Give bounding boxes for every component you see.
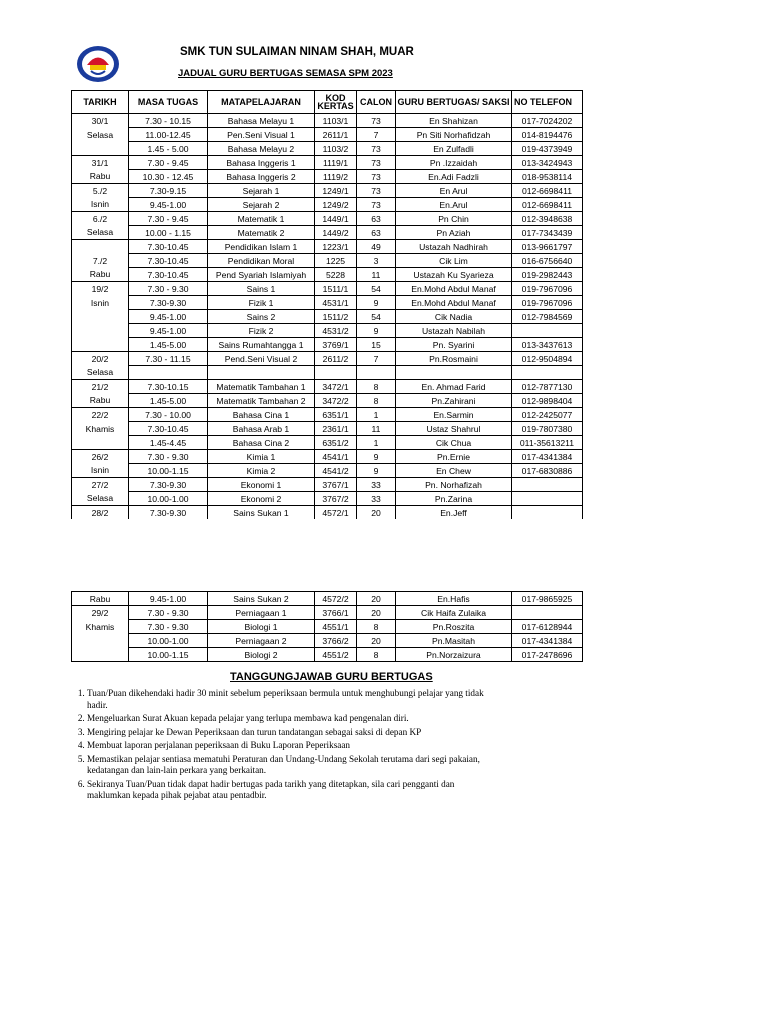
cell-masa: 10.00-1.15 (129, 648, 208, 662)
cell-masa: 11.00-12.45 (129, 128, 208, 142)
cell-tarikh: 19/2 (72, 282, 129, 296)
cell-matapelajaran: Sains 2 (208, 310, 315, 324)
cell-kod: 3472/2 (315, 394, 357, 408)
cell-masa: 7.30 - 11.15 (129, 352, 208, 366)
cell-matapelajaran: Bahasa Cina 2 (208, 436, 315, 450)
cell-guru: En Zulfadli (396, 142, 512, 156)
cell-guru: En.Sarmin (396, 408, 512, 422)
cell-guru: Pn Siti Norhafidzah (396, 128, 512, 142)
cell-guru: Pn.Ernie (396, 450, 512, 464)
table-row (72, 296, 583, 310)
table-row (72, 352, 583, 366)
cell-telefon: 012-9898404 (512, 394, 583, 408)
cell-calon: 20 (357, 592, 396, 606)
cell-kod: 4572/1 (315, 506, 357, 520)
cell-telefon: 012-6698411 (512, 198, 583, 212)
cell-matapelajaran: Bahasa Arab 1 (208, 422, 315, 436)
cell-calon: 11 (357, 422, 396, 436)
cell-tarikh: Rabu (72, 170, 129, 184)
cell-telefon: 012-7984569 (512, 310, 583, 324)
cell-tarikh: Khamis (72, 620, 129, 634)
cell-telefon: 017-9865925 (512, 592, 583, 606)
cell-guru: En.Mohd Abdul Manaf (396, 282, 512, 296)
table-row (72, 156, 583, 170)
table-row (72, 634, 583, 648)
cell-calon: 7 (357, 352, 396, 366)
cell-matapelajaran: Bahasa Cina 1 (208, 408, 315, 422)
cell-kod: 1103/2 (315, 142, 357, 156)
cell-guru: Pn.Norzaizura (396, 648, 512, 662)
cell-calon: 8 (357, 380, 396, 394)
cell-kod: 6351/2 (315, 436, 357, 450)
cell-calon: 9 (357, 464, 396, 478)
cell-guru: Ustazah Nadhirah (396, 240, 512, 254)
cell-calon: 20 (357, 606, 396, 620)
cell-guru: En Shahizan (396, 114, 512, 128)
cell-masa: 9.45-1.00 (129, 198, 208, 212)
cell-kod: 4541/2 (315, 464, 357, 478)
cell-telefon: 013-3424943 (512, 156, 583, 170)
cell-tarikh: Khamis (72, 422, 129, 436)
cell-calon: 73 (357, 184, 396, 198)
cell-calon: 73 (357, 170, 396, 184)
cell-guru (396, 366, 512, 380)
cell-masa: 7.30-10.15 (129, 380, 208, 394)
cell-matapelajaran: Pend Syariah Islamiyah (208, 268, 315, 282)
cell-guru: En Arul (396, 184, 512, 198)
cell-matapelajaran: Sains Rumahtangga 1 (208, 338, 315, 352)
cell-guru: Pn Aziah (396, 226, 512, 240)
duties-title: TANGGUNGJAWAB GURU BERTUGAS (230, 671, 433, 683)
cell-telefon: 014-8194476 (512, 128, 583, 142)
cell-kod: 1119/2 (315, 170, 357, 184)
cell-matapelajaran: Pen.Seni Visual 1 (208, 128, 315, 142)
cell-guru: Cik Nadia (396, 310, 512, 324)
cell-tarikh (72, 142, 129, 156)
cell-guru: Cik Haifa Zulaika (396, 606, 512, 620)
cell-tarikh: 21/2 (72, 380, 129, 394)
cell-kod: 6351/1 (315, 408, 357, 422)
column-header-masa: MASA TUGAS (129, 91, 208, 114)
cell-guru: Pn. Norhafizah (396, 478, 512, 492)
cell-telefon: 017-7343439 (512, 226, 583, 240)
schedule-table-continued (71, 591, 583, 662)
table-row (72, 254, 583, 268)
cell-calon: 7 (357, 128, 396, 142)
cell-tarikh: Isnin (72, 296, 129, 310)
cell-kod: 4551/1 (315, 620, 357, 634)
cell-masa: 10.00-1.00 (129, 492, 208, 506)
cell-tarikh: Selasa (72, 366, 129, 380)
cell-kod: 1225 (315, 254, 357, 268)
table-row (72, 170, 583, 184)
cell-tarikh: 27/2 (72, 478, 129, 492)
cell-calon: 15 (357, 338, 396, 352)
cell-tarikh: 7./2 (72, 254, 129, 268)
table-row (72, 184, 583, 198)
cell-calon: 9 (357, 296, 396, 310)
cell-tarikh: Isnin (72, 464, 129, 478)
table-row (72, 394, 583, 408)
cell-telefon: 017-2478696 (512, 648, 583, 662)
cell-masa: 9.45-1.00 (129, 310, 208, 324)
cell-matapelajaran: Pend.Seni Visual 2 (208, 352, 315, 366)
column-header-guru: GURU BERTUGAS/ SAKSI (396, 91, 512, 114)
cell-masa: 7.30-9.30 (129, 478, 208, 492)
table-row (72, 240, 583, 254)
cell-matapelajaran: Fizik 1 (208, 296, 315, 310)
cell-kod: 1449/2 (315, 226, 357, 240)
cell-telefon: 019-2982443 (512, 268, 583, 282)
cell-kod: 2611/1 (315, 128, 357, 142)
table-row (72, 408, 583, 422)
table-row (72, 226, 583, 240)
cell-guru: Pn. Syarini (396, 338, 512, 352)
table-row (72, 506, 583, 520)
cell-calon (357, 366, 396, 380)
cell-telefon: 019-7967096 (512, 296, 583, 310)
cell-matapelajaran: Fizik 2 (208, 324, 315, 338)
cell-tarikh: Rabu (72, 592, 129, 606)
cell-calon: 73 (357, 156, 396, 170)
cell-kod: 3472/1 (315, 380, 357, 394)
cell-kod: 4551/2 (315, 648, 357, 662)
cell-kod: 1449/1 (315, 212, 357, 226)
cell-tarikh (72, 338, 129, 352)
cell-calon: 1 (357, 408, 396, 422)
cell-telefon: 018-9538114 (512, 170, 583, 184)
cell-matapelajaran: Sejarah 2 (208, 198, 315, 212)
cell-matapelajaran: Ekonomi 1 (208, 478, 315, 492)
table-row (72, 212, 583, 226)
cell-telefon (512, 492, 583, 506)
cell-telefon: 012-2425077 (512, 408, 583, 422)
cell-masa: 7.30-10.45 (129, 254, 208, 268)
cell-guru: En.Arul (396, 198, 512, 212)
cell-masa: 7.30 - 9.45 (129, 212, 208, 226)
cell-tarikh: 6./2 (72, 212, 129, 226)
cell-tarikh (72, 634, 129, 648)
cell-guru: Pn.Zarina (396, 492, 512, 506)
table-row (72, 282, 583, 296)
duty-item: 5. Memastikan pelajar sentiasa mematuhi Peraturan dan Undang-Undang Sekolah terutama dari segi pakaian, kedatangan dan lain-lain perkara yang berkaitan. (87, 754, 487, 777)
cell-telefon: 017-7024202 (512, 114, 583, 128)
cell-guru: Pn.Masitah (396, 634, 512, 648)
cell-telefon: 019-4373949 (512, 142, 583, 156)
cell-masa: 1.45-5.00 (129, 338, 208, 352)
cell-guru: Pn Chin (396, 212, 512, 226)
cell-matapelajaran: Pendidikan Islam 1 (208, 240, 315, 254)
duty-item: 3. Mengiring pelajar ke Dewan Peperiksaan dan turun tandatangan sebagai saksi di depan KP (87, 727, 487, 739)
cell-calon: 33 (357, 492, 396, 506)
cell-calon: 54 (357, 282, 396, 296)
schedule-table (71, 90, 583, 519)
cell-telefon: 013-3437613 (512, 338, 583, 352)
cell-matapelajaran: Sains 1 (208, 282, 315, 296)
table-row (72, 450, 583, 464)
cell-calon: 63 (357, 212, 396, 226)
cell-kod: 4531/2 (315, 324, 357, 338)
school-logo (75, 44, 121, 84)
cell-matapelajaran: Biologi 1 (208, 620, 315, 634)
cell-guru: En.Jeff (396, 506, 512, 520)
cell-matapelajaran: Kimia 1 (208, 450, 315, 464)
cell-guru: Ustazah Nabilah (396, 324, 512, 338)
cell-guru: Cik Chua (396, 436, 512, 450)
cell-tarikh: Rabu (72, 268, 129, 282)
cell-masa: 7.30-10.45 (129, 268, 208, 282)
cell-telefon: 016-6756640 (512, 254, 583, 268)
cell-calon: 8 (357, 648, 396, 662)
duty-item: 4. Membuat laporan perjalanan peperiksaan di Buku Laporan Peperiksaan (87, 740, 487, 752)
cell-masa: 1.45 - 5.00 (129, 142, 208, 156)
table-row (72, 268, 583, 282)
table-row (72, 606, 583, 620)
cell-guru: En.Hafis (396, 592, 512, 606)
table-row (72, 128, 583, 142)
cell-masa: 9.45-1.00 (129, 592, 208, 606)
cell-tarikh (72, 436, 129, 450)
cell-guru: Ustazah Ku Syarieza (396, 268, 512, 282)
cell-tarikh: 5./2 (72, 184, 129, 198)
cell-kod: 1511/2 (315, 310, 357, 324)
cell-masa: 7.30 - 10.15 (129, 114, 208, 128)
table-row (72, 338, 583, 352)
cell-kod: 4572/2 (315, 592, 357, 606)
cell-telefon (512, 478, 583, 492)
cell-matapelajaran: Matematik Tambahan 1 (208, 380, 315, 394)
cell-masa: 10.30 - 12.45 (129, 170, 208, 184)
cell-kod: 3766/2 (315, 634, 357, 648)
cell-kod: 1249/1 (315, 184, 357, 198)
cell-tarikh (72, 648, 129, 662)
cell-masa: 7.30 - 9.30 (129, 450, 208, 464)
cell-kod: 5228 (315, 268, 357, 282)
cell-guru: Ustaz Shahrul (396, 422, 512, 436)
cell-telefon (512, 324, 583, 338)
duty-item: 6. Sekiranya Tuan/Puan tidak dapat hadir bertugas pada tarikh yang ditetapkan, sila cari pengganti dan maklumkan kepada pihak pejabat atau pentadbir. (87, 779, 487, 802)
column-header-calon: CALON (357, 91, 396, 114)
cell-calon: 33 (357, 478, 396, 492)
column-header-telefon: NO TELEFON (512, 91, 583, 114)
cell-tarikh: Rabu (72, 394, 129, 408)
cell-matapelajaran: Bahasa Melayu 1 (208, 114, 315, 128)
cell-telefon: 012-3948638 (512, 212, 583, 226)
cell-tarikh: Isnin (72, 198, 129, 212)
cell-calon: 54 (357, 310, 396, 324)
table-row (72, 464, 583, 478)
table-row (72, 422, 583, 436)
cell-calon: 3 (357, 254, 396, 268)
table-row (72, 380, 583, 394)
cell-masa: 10.00 - 1.15 (129, 226, 208, 240)
cell-calon: 73 (357, 114, 396, 128)
cell-kod: 1119/1 (315, 156, 357, 170)
cell-matapelajaran: Perniagaan 1 (208, 606, 315, 620)
cell-tarikh: Selasa (72, 128, 129, 142)
cell-kod: 2361/1 (315, 422, 357, 436)
cell-masa (129, 366, 208, 380)
cell-masa: 7.30-9.30 (129, 296, 208, 310)
cell-matapelajaran: Bahasa Inggeris 1 (208, 156, 315, 170)
table-row (72, 436, 583, 450)
cell-telefon: 011-35613211 (512, 436, 583, 450)
cell-kod: 4531/1 (315, 296, 357, 310)
cell-masa: 7.30 - 10.00 (129, 408, 208, 422)
cell-telefon: 017-6128944 (512, 620, 583, 634)
cell-matapelajaran: Sains Sukan 2 (208, 592, 315, 606)
cell-calon: 1 (357, 436, 396, 450)
cell-guru: En Chew (396, 464, 512, 478)
table-row (72, 620, 583, 634)
cell-kod: 3767/1 (315, 478, 357, 492)
cell-matapelajaran: Bahasa Melayu 2 (208, 142, 315, 156)
cell-guru: En.Mohd Abdul Manaf (396, 296, 512, 310)
table-row (72, 310, 583, 324)
cell-calon: 9 (357, 324, 396, 338)
cell-telefon: 017-6830886 (512, 464, 583, 478)
cell-matapelajaran: Ekonomi 2 (208, 492, 315, 506)
cell-masa: 7.30-9.15 (129, 184, 208, 198)
table-row (72, 366, 583, 380)
table-row (72, 324, 583, 338)
cell-masa: 1.45-5.00 (129, 394, 208, 408)
cell-telefon: 019-7967096 (512, 282, 583, 296)
cell-tarikh: 30/1 (72, 114, 129, 128)
cell-guru: Pn.Zahirani (396, 394, 512, 408)
column-header-matapelajaran: MATAPELAJARAN (208, 91, 315, 114)
cell-telefon (512, 366, 583, 380)
cell-calon: 20 (357, 634, 396, 648)
cell-tarikh: 20/2 (72, 352, 129, 366)
cell-matapelajaran: Biologi 2 (208, 648, 315, 662)
page-title: JADUAL GURU BERTUGAS SEMASA SPM 2023 (178, 68, 393, 79)
cell-tarikh: Selasa (72, 492, 129, 506)
cell-guru: En. Ahmad Farid (396, 380, 512, 394)
cell-matapelajaran: Sains Sukan 1 (208, 506, 315, 520)
cell-tarikh (72, 324, 129, 338)
cell-guru: Pn .Izzaidah (396, 156, 512, 170)
cell-telefon (512, 606, 583, 620)
cell-calon: 8 (357, 394, 396, 408)
cell-telefon: 012-6698411 (512, 184, 583, 198)
cell-matapelajaran: Matematik 2 (208, 226, 315, 240)
cell-tarikh (72, 310, 129, 324)
cell-telefon (512, 506, 583, 520)
cell-calon: 49 (357, 240, 396, 254)
cell-masa: 7.30-9.30 (129, 506, 208, 520)
cell-matapelajaran: Pendidikan Moral (208, 254, 315, 268)
cell-kod: 3767/2 (315, 492, 357, 506)
table-row (72, 114, 583, 128)
cell-matapelajaran: Sejarah 1 (208, 184, 315, 198)
table-row (72, 198, 583, 212)
cell-tarikh: 29/2 (72, 606, 129, 620)
cell-tarikh: 26/2 (72, 450, 129, 464)
cell-kod: 1249/2 (315, 198, 357, 212)
cell-telefon: 013-9661797 (512, 240, 583, 254)
column-header-kod: KOD KERTAS (315, 91, 357, 114)
cell-calon: 8 (357, 620, 396, 634)
cell-calon: 73 (357, 198, 396, 212)
cell-telefon: 019-7807380 (512, 422, 583, 436)
school-name: SMK TUN SULAIMAN NINAM SHAH, MUAR (180, 46, 414, 58)
cell-telefon: 017-4341384 (512, 634, 583, 648)
cell-matapelajaran: Kimia 2 (208, 464, 315, 478)
cell-matapelajaran: Perniagaan 2 (208, 634, 315, 648)
cell-masa: 7.30 - 9.30 (129, 606, 208, 620)
column-header-tarikh: TARIKH (72, 91, 129, 114)
cell-telefon: 012-9504894 (512, 352, 583, 366)
cell-matapelajaran: Bahasa Inggeris 2 (208, 170, 315, 184)
cell-matapelajaran (208, 366, 315, 380)
cell-masa: 10.00-1.15 (129, 464, 208, 478)
cell-kod: 2611/2 (315, 352, 357, 366)
cell-tarikh: 28/2 (72, 506, 129, 520)
cell-calon: 20 (357, 506, 396, 520)
cell-masa: 10.00-1.00 (129, 634, 208, 648)
table-row (72, 592, 583, 606)
cell-guru: Pn.Rosmaini (396, 352, 512, 366)
cell-kod (315, 366, 357, 380)
cell-masa: 7.30-10.45 (129, 422, 208, 436)
table-row (72, 478, 583, 492)
cell-masa: 7.30 - 9.30 (129, 620, 208, 634)
cell-calon: 9 (357, 450, 396, 464)
cell-kod: 3769/1 (315, 338, 357, 352)
cell-calon: 63 (357, 226, 396, 240)
cell-calon: 73 (357, 142, 396, 156)
cell-guru: En.Adi Fadzli (396, 170, 512, 184)
duty-item: 2. Mengeluarkan Surat Akuan kepada pelajar yang terlupa membawa kad pengenalan diri. (87, 713, 487, 725)
duties-list (75, 688, 487, 804)
cell-masa: 1.45-4.45 (129, 436, 208, 450)
cell-kod: 4541/1 (315, 450, 357, 464)
cell-tarikh: Selasa (72, 226, 129, 240)
cell-matapelajaran: Matematik 1 (208, 212, 315, 226)
cell-masa: 9.45-1.00 (129, 324, 208, 338)
cell-kod: 1223/1 (315, 240, 357, 254)
cell-telefon: 012-7877130 (512, 380, 583, 394)
cell-kod: 1511/1 (315, 282, 357, 296)
cell-telefon: 017-4341384 (512, 450, 583, 464)
table-row (72, 648, 583, 662)
cell-masa: 7.30 - 9.45 (129, 156, 208, 170)
cell-masa: 7.30-10.45 (129, 240, 208, 254)
table-row (72, 492, 583, 506)
cell-calon: 11 (357, 268, 396, 282)
cell-tarikh (72, 240, 129, 254)
cell-tarikh: 22/2 (72, 408, 129, 422)
cell-kod: 3766/1 (315, 606, 357, 620)
table-row (72, 142, 583, 156)
cell-guru: Cik Lim (396, 254, 512, 268)
cell-tarikh: 31/1 (72, 156, 129, 170)
cell-matapelajaran: Matematik Tambahan 2 (208, 394, 315, 408)
cell-masa: 7.30 - 9.30 (129, 282, 208, 296)
duty-item: 1. Tuan/Puan dikehendaki hadir 30 minit sebelum peperiksaan bermula untuk menghubungi pelajar yang tidak hadir. (87, 688, 487, 711)
cell-kod: 1103/1 (315, 114, 357, 128)
cell-guru: Pn.Roszita (396, 620, 512, 634)
